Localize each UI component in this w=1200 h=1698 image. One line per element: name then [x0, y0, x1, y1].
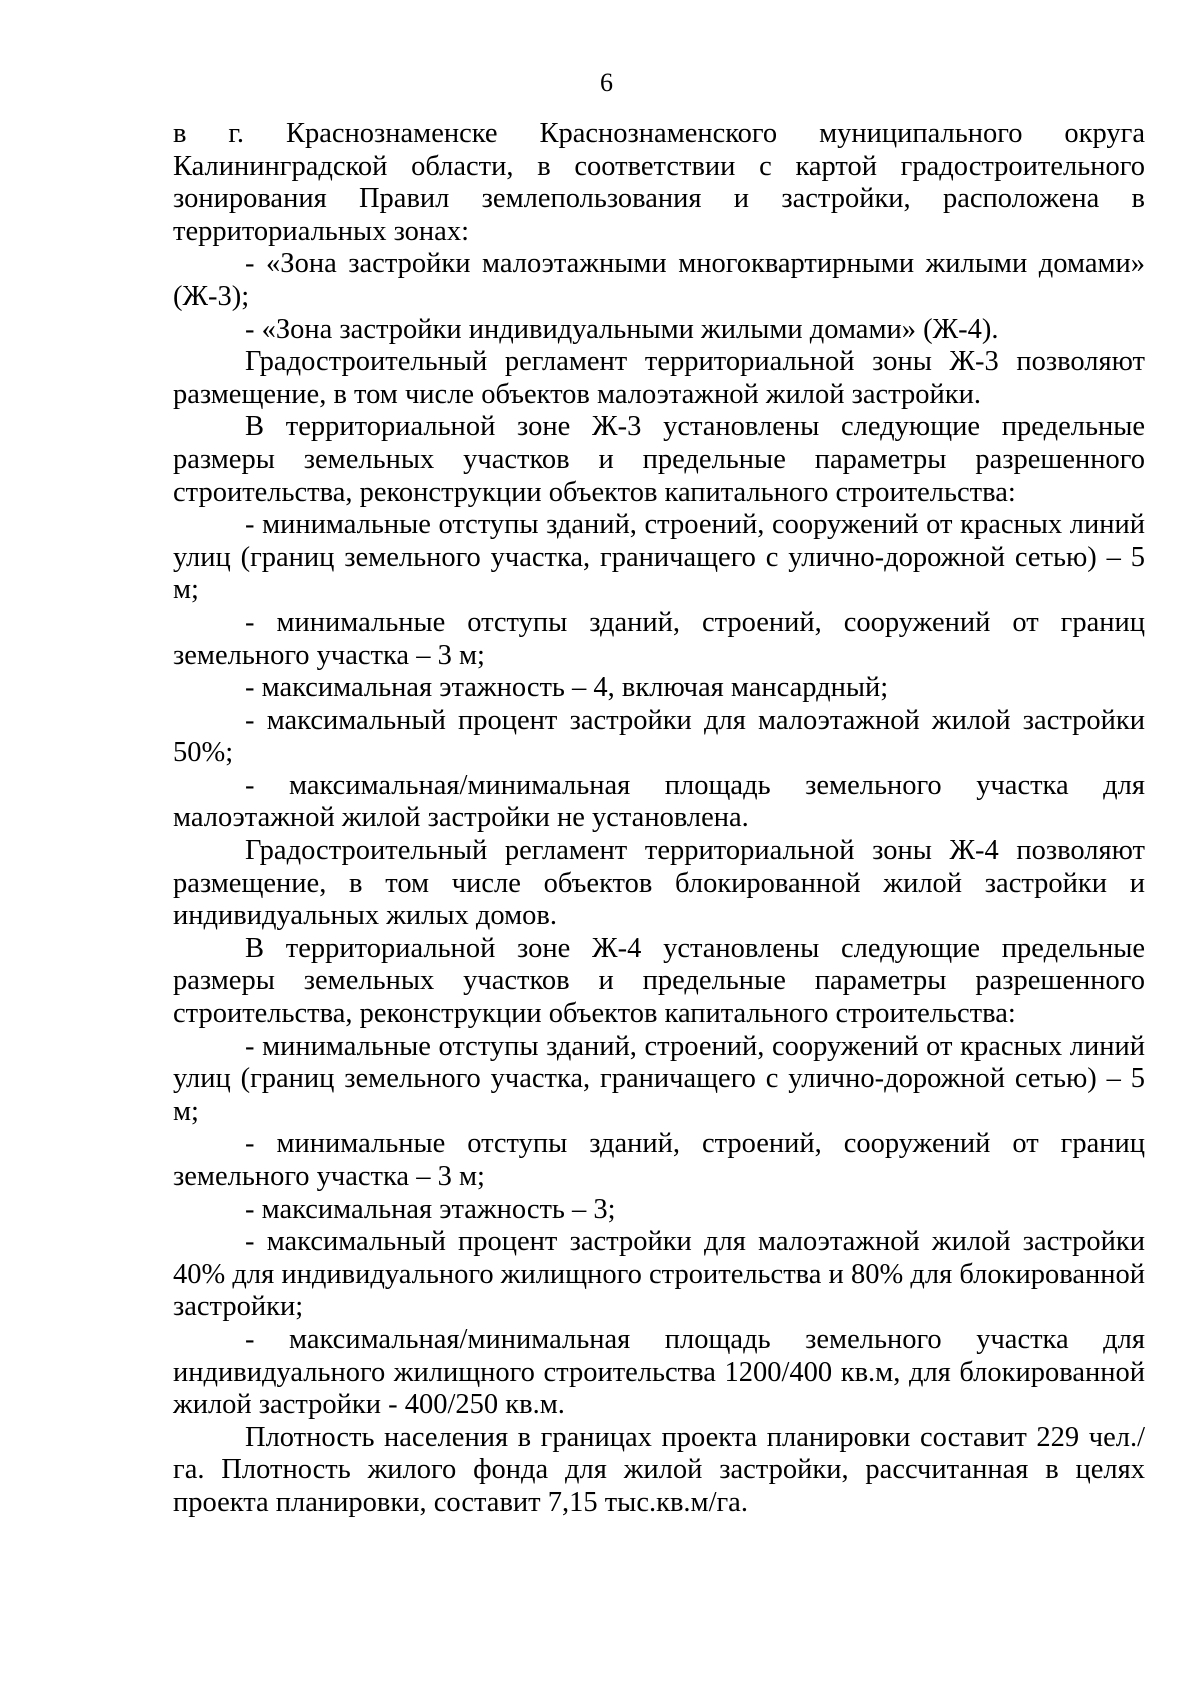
paragraph-density: Плотность населения в границах проекта планировки составит 229 чел./га. Плотность жилого фонда для жилой застройки, рассчитанная в целях проекта планировки, составит 7,15 тыс.кв.м/га. — [173, 1421, 1145, 1518]
list-item-zh3-max-floors: - максимальная этажность – 4, включая мансардный; — [245, 672, 889, 704]
list-item-zh3-max-coverage: - максимальный процент застройки для малоэтажной жилой застройки 50%; — [173, 704, 1145, 769]
document-body — [173, 118, 1145, 1520]
paragraph-zh4-parameters-intro: В территориальной зоне Ж-4 установлены следующие предельные размеры земельных участков и предельные параметры разрешенного строительства, реконструкции объектов капитального строительства: — [173, 932, 1145, 1030]
list-item-zh4-red-line-setback: - минимальные отступы зданий, строений, сооружений от красных линий улиц (границ земельного участка, граничащего с улично-дорожной сетью) – 5 м; — [173, 1030, 1145, 1127]
paragraph-zh3-regulation: Градостроительный регламент территориальной зоны Ж-3 позволяют размещение, в том числе объектов малоэтажной жилой застройки. — [173, 346, 1145, 410]
list-item-zh4-max-coverage: - максимальный процент застройки для малоэтажной жилой застройки 40% для индивидуального жилищного строительства и 80% для блокированной застройки; — [173, 1226, 1145, 1323]
page-number: 6 — [600, 68, 613, 97]
list-item-zone-zh3: - «Зона застройки малоэтажными многоквартирными жилыми домами» (Ж-3); — [173, 248, 1145, 312]
list-item-zh4-boundary-setback: - минимальные отступы зданий, строений, сооружений от границ земельного участка – 3 м; — [173, 1128, 1145, 1192]
list-item-zone-zh4: - «Зона застройки индивидуальными жилыми домами» (Ж-4). — [245, 313, 999, 345]
list-item-zh4-max-floors: - максимальная этажность – 3; — [245, 1193, 616, 1225]
list-item-zh3-boundary-setback: - минимальные отступы зданий, строений, сооружений от границ земельного участка – 3 м; — [173, 606, 1145, 671]
list-item-zh4-plot-area: - максимальная/минимальная площадь земельного участка для индивидуального жилищного строительства 1200/400 кв.м, для блокированной жилой застройки - 400/250 кв.м. — [173, 1323, 1145, 1421]
paragraph-location-continuation: в г. Краснознаменске Краснознаменского муниципального округа Калининградской области, в соответствии с картой градостроительного зонирования Правил землепользования и застройки, расположена в территориальных зонах: — [173, 118, 1145, 247]
paragraph-zh4-regulation: Градостроительный регламент территориальной зоны Ж-4 позволяют размещение, в том числе объектов блокированной жилой застройки и индивидуальных жилых домов. — [173, 835, 1145, 932]
list-item-zh3-plot-area: - максимальная/минимальная площадь земельного участка для малоэтажной жилой застройки не установлена. — [173, 769, 1145, 834]
paragraph-zh3-parameters-intro: В территориальной зоне Ж-3 установлены следующие предельные размеры земельных участков и предельные параметры разрешенного строительства, реконструкции объектов капитального строительства: — [173, 411, 1145, 508]
list-item-zh3-red-line-setback: - минимальные отступы зданий, строений, сооружений от красных линий улиц (границ земельного участка, граничащего с улично-дорожной сетью) – 5 м; — [173, 509, 1145, 606]
